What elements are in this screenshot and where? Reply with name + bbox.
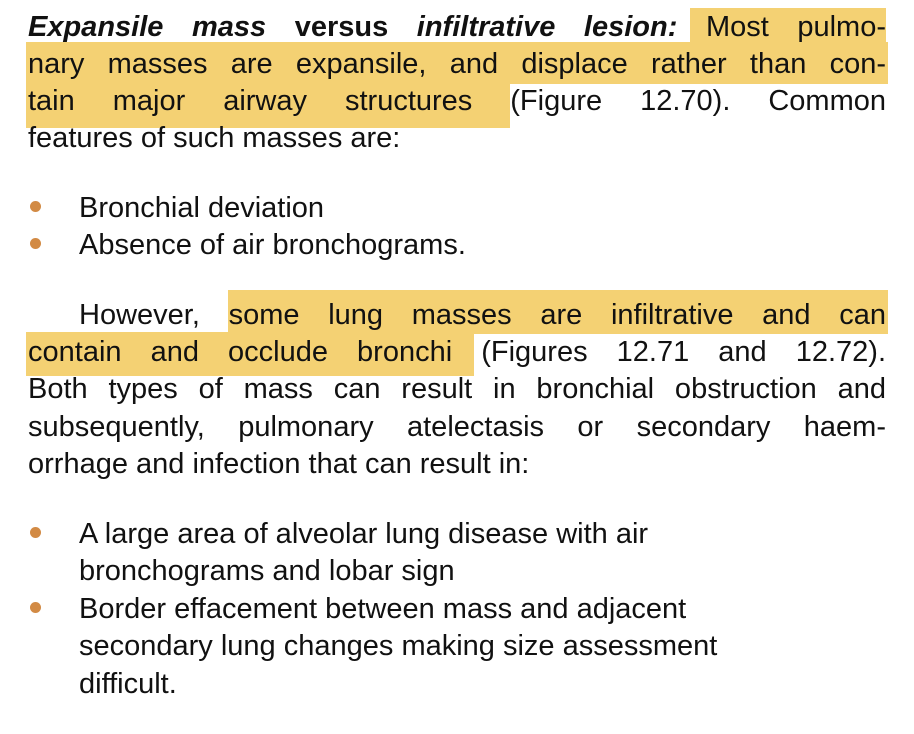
bullet-icon — [30, 201, 41, 212]
highlighted-text: some lung masses are infiltrative and can — [228, 299, 886, 331]
highlighted-text: tain major airway structures — [28, 85, 473, 117]
heading-run: infiltrative lesion: — [416, 11, 678, 43]
list-item-text: difficult. — [79, 668, 177, 700]
list-item-text: Absence of air bronchograms. — [79, 229, 466, 261]
paragraph-1-line-2: nary masses are expansile, and displace rather than con- — [28, 48, 886, 80]
list-item-text: secondary lung changes making size assessment — [79, 630, 718, 662]
highlighted-text: contain and occlude bronchi — [28, 336, 453, 368]
paragraph-1-line-1 — [28, 9, 886, 45]
paragraph-2-line-4: subsequently, pulmonary atelectasis or secondary haem- — [28, 411, 886, 443]
list-item-text: A large area of alveolar lung disease with air — [79, 518, 649, 550]
paragraph-2-line-3: Both types of mass can result in bronchial obstruction and — [28, 373, 886, 405]
body-text: (Figures 12.71 and 12.72). — [452, 336, 887, 368]
list-item-text: bronchograms and lobar sign — [79, 555, 455, 587]
paragraph-1-line-4: features of such masses are: — [28, 122, 401, 154]
highlighted-text: Most pulmo- — [677, 11, 886, 43]
list-item-text: Border effacement between mass and adjacent — [79, 593, 687, 625]
body-text: However, — [79, 299, 229, 331]
heading-run: versus — [266, 11, 417, 43]
bullet-icon — [30, 527, 41, 538]
heading-run: Expansile mass — [28, 11, 267, 43]
bullet-icon — [30, 238, 41, 249]
paragraph-2-line-5: orrhage and infection that can result in: — [28, 448, 530, 480]
body-text: (Figure 12.70). Common — [472, 85, 886, 117]
paragraph-1-line-3 — [28, 83, 886, 119]
list-item-text: Bronchial deviation — [79, 192, 325, 224]
paragraph-2-line-2 — [28, 334, 886, 370]
paragraph-2-line-1 — [79, 297, 886, 333]
bullet-icon — [30, 602, 41, 613]
